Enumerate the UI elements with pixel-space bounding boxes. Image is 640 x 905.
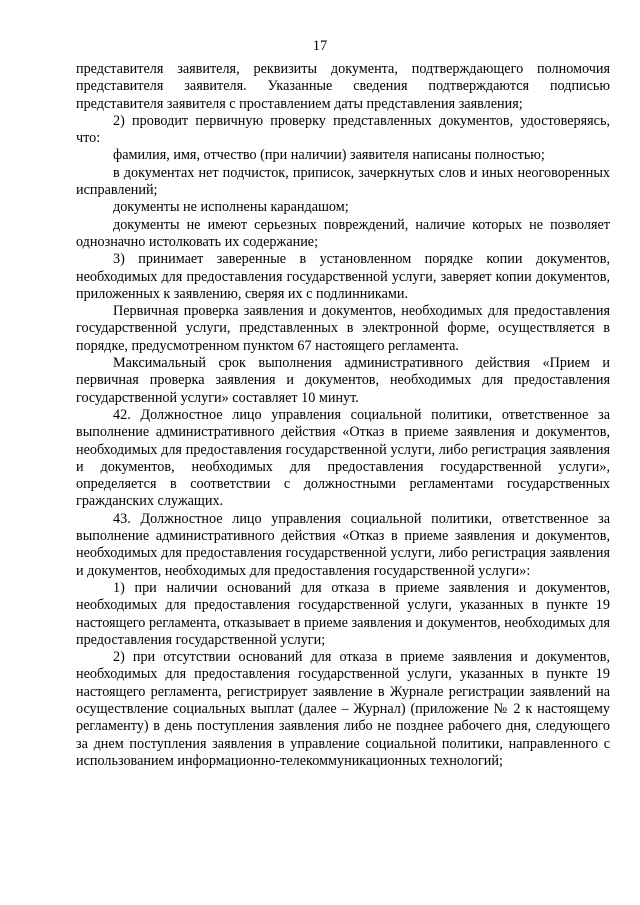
paragraph-max-duration: Максимальный срок выполнения административного действия «Прием и первичная проверка заявления и документов, необходимых для предоставления государственной услуги» составляет 10 минут. xyxy=(76,355,610,406)
paragraph-item-3-certified-copies: 3) принимает заверенные в установленном порядке копии документов, необходимых для предоставления государственной услуги, заверяет копии документов, приложенных к заявлению, сверяя их с подлинниками. xyxy=(76,251,610,302)
page-number: 17 xyxy=(312,38,328,54)
paragraph-electronic-check: Первичная проверка заявления и документов, необходимых для предоставления государственной услуги, представленных в электронной форме, осуществляется в порядке, предусмотренном пунктом 67 настоящего регламента. xyxy=(76,303,610,354)
paragraph-clause-43-item-2: 2) при отсутствии оснований для отказа в приеме заявления и документов, необходимых для предоставления государственной услуги, указанных в пункте 19 настоящего регламента, регистрирует заявление в Журнале регистрации заявлений на осуществление социальных выплат (далее – Журнал) (приложение № 2 к настоящему регламенту) в день поступления заявления либо не позднее рабочего дня, следующего за днем поступления заявления в управление социальной политики, направленного с использованием информационно-телекоммуникационных технологий; xyxy=(76,649,610,769)
paragraph-item-2-primary-check: 2) проводит первичную проверку представленных документов, удостоверяясь, что: xyxy=(76,112,610,147)
document-body xyxy=(76,61,610,770)
paragraph-clause-43-item-1: 1) при наличии оснований для отказа в приеме заявления и документов, необходимых для предоставления государственной услуги, указанных в пункте 19 настоящего регламента, отказывает в приеме заявления и документов, необходимых для предоставления государственной услуги; xyxy=(76,579,610,648)
paragraph-check-no-damage: документы не имеют серьезных повреждений, наличие которых не позволяет однозначно истолковать их содержание; xyxy=(76,216,610,250)
paragraph-clause-43: 43. Должностное лицо управления социальной политики, ответственное за выполнение административного действия «Отказ в приеме заявления и документов, необходимых для предоставления государственной услуги, либо регистрация заявления и документов, необходимых для предоставления государственной услуги»: xyxy=(76,510,610,579)
paragraph-check-no-erasures: в документах нет подчисток, приписок, зачеркнутых слов и иных неоговоренных исправлений; xyxy=(76,164,610,199)
paragraph-applicant-representative: представителя заявителя, реквизиты документа, подтверждающего полномочия представителя заявителя. Указанные сведения подтверждаются подписью представителя заявителя с проставлением даты представления заявления; xyxy=(76,61,610,112)
paragraph-check-full-name: фамилия, имя, отчество (при наличии) заявителя написаны полностью; xyxy=(113,147,545,164)
paragraph-clause-42: 42. Должностное лицо управления социальной политики, ответственное за выполнение административного действия «Отказ в приеме заявления и документов, необходимых для предоставления государственной услуги, либо регистрация заявления и документов, необходимых для предоставления государственной услуги», определяется в соответствии с должностными регламентами государственных гражданских служащих. xyxy=(76,406,610,510)
paragraph-check-no-pencil: документы не исполнены карандашом; xyxy=(113,199,349,216)
